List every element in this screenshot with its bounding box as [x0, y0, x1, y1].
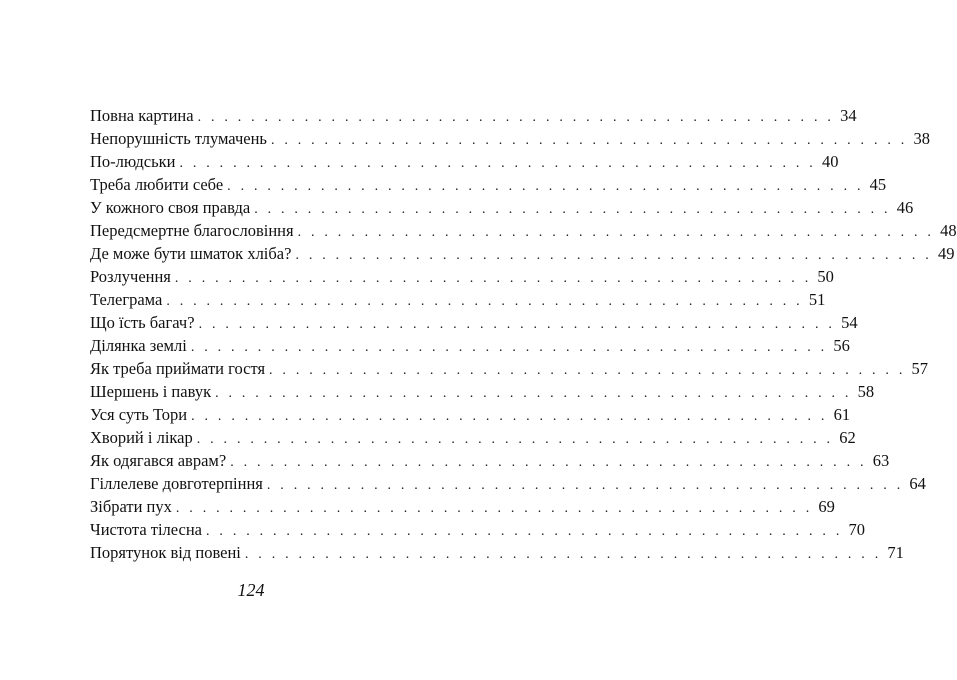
toc-entry	[90, 449, 890, 472]
toc-entry	[90, 541, 904, 564]
toc-entry	[90, 173, 887, 196]
toc-dot-leader: . . . . . . . . . . . . . . . . . . . . . . . . . . . . . . . . . . . . . . . . . . . . . . . .	[297, 225, 935, 240]
toc-entry-page: 61	[833, 405, 851, 424]
toc-dot-leader: . . . . . . . . . . . . . . . . . . . . . . . . . . . . . . . . . . . . . . . . . . . . . . . .	[197, 110, 835, 125]
toc-entry-page: 49	[937, 244, 955, 263]
toc-entry-title: Чистота тілесна	[90, 520, 203, 539]
toc-entry	[90, 311, 858, 334]
toc-dot-leader: . . . . . . . . . . . . . . . . . . . . . . . . . . . . . . . . . . . . . . . . . . . . . . . .	[206, 524, 843, 539]
toc-entry-page: 58	[857, 382, 875, 401]
toc-entry-page: 71	[887, 543, 904, 562]
page-number: 124	[237, 580, 265, 600]
toc-entry-title: Порятунок від повені	[90, 543, 241, 562]
toc-entry-page: 51	[808, 290, 826, 309]
toc-entry-page: 34	[840, 106, 857, 125]
toc-entry	[90, 127, 930, 150]
toc-entry-page: 56	[833, 336, 850, 355]
toc-entry-page: 46	[896, 198, 914, 217]
toc-entry-title: Уся суть Тори	[90, 405, 188, 424]
toc-entry-page: 45	[869, 175, 887, 194]
toc-entry-page: 64	[909, 474, 926, 493]
toc-entry-page: 62	[839, 428, 856, 447]
toc-entry-title: Передсмертне благословіння	[90, 221, 294, 240]
toc-entry-page: 70	[848, 520, 866, 539]
toc-entry-title: Де може бути шматок хліба?	[90, 244, 292, 263]
toc-entry-page: 69	[818, 497, 835, 516]
toc-entry-title: Що їсть багач?	[90, 313, 195, 332]
toc-dot-leader: . . . . . . . . . . . . . . . . . . . . . . . . . . . . . . . . . . . . . . . . . . . . . . . .	[174, 271, 812, 286]
toc-entry-page: 50	[817, 267, 834, 286]
toc-entry-page: 48	[940, 221, 957, 240]
toc-dot-leader: . . . . . . . . . . . . . . . . . . . . . . . . . . . . . . . . . . . . . . . . . . . . . . . .	[175, 501, 813, 516]
toc-entry	[90, 150, 839, 173]
toc-entry-title: Непорушність тлумачень	[90, 129, 267, 148]
toc-entry-page: 54	[841, 313, 858, 332]
toc-entry	[90, 219, 957, 242]
toc-dot-leader: . . . . . . . . . . . . . . . . . . . . . . . . . . . . . . . . . . . . . . . . . . . . . . . .	[179, 156, 816, 171]
toc-dot-leader: . . . . . . . . . . . . . . . . . . . . . . . . . . . . . . . . . . . . . . . . . . . . . . . .	[198, 317, 836, 332]
toc-dot-leader: . . . . . . . . . . . . . . . . . . . . . . . . . . . . . . . . . . . . . . . . . . . . . . . .	[230, 455, 867, 470]
toc-entry-title: Ділянка землі	[90, 336, 187, 355]
toc-entry	[90, 104, 857, 127]
toc-entry-title: Зібрати пух	[90, 497, 172, 516]
toc-entry	[90, 265, 834, 288]
toc-entry-title: Повна картина	[90, 106, 194, 125]
toc-entry-title: Як одягався аврам?	[90, 451, 227, 470]
toc-entry	[90, 403, 851, 426]
toc-dot-leader: . . . . . . . . . . . . . . . . . . . . . . . . . . . . . . . . . . . . . . . . . . . . . . . .	[196, 432, 834, 447]
toc-entry-title: У кожного своя правда	[90, 198, 251, 217]
toc-entry	[90, 357, 929, 380]
toc-entry-title: Хворий і лікар	[90, 428, 193, 447]
toc-entry	[90, 495, 835, 518]
toc-entry	[90, 518, 866, 541]
toc-entry-page: 63	[872, 451, 890, 470]
toc-entry	[90, 380, 875, 403]
toc-dot-leader: . . . . . . . . . . . . . . . . . . . . . . . . . . . . . . . . . . . . . . . . . . . . . . . .	[244, 547, 882, 562]
toc-dot-leader: . . . . . . . . . . . . . . . . . . . . . . . . . . . . . . . . . . . . . . . . . . . . . . . .	[190, 340, 828, 355]
toc-dot-leader: . . . . . . . . . . . . . . . . . . . . . . . . . . . . . . . . . . . . . . . . . . . . . . . .	[270, 133, 908, 148]
toc-entry-title: Гіллелеве довготерпіння	[90, 474, 263, 493]
toc-entry-title: Шершень і павук	[90, 382, 212, 401]
toc-dot-leader: . . . . . . . . . . . . . . . . . . . . . . . . . . . . . . . . . . . . . . . . . . . . . . . .	[295, 248, 932, 263]
toc-entry	[90, 426, 856, 449]
toc-dot-leader: . . . . . . . . . . . . . . . . . . . . . . . . . . . . . . . . . . . . . . . . . . . . . . . .	[191, 409, 828, 424]
toc-entry	[90, 196, 914, 219]
toc-entry-page: 38	[913, 129, 930, 148]
toc-entry-title: Треба любити себе	[90, 175, 224, 194]
toc-entry	[90, 334, 850, 357]
toc-dot-leader: . . . . . . . . . . . . . . . . . . . . . . . . . . . . . . . . . . . . . . . . . . . . . . . .	[266, 478, 904, 493]
toc-entry	[90, 288, 826, 311]
toc-dot-leader: . . . . . . . . . . . . . . . . . . . . . . . . . . . . . . . . . . . . . . . . . . . . . . . .	[269, 363, 906, 378]
toc-entry	[90, 472, 926, 495]
toc-entry-title: Як треба приймати гостя	[90, 359, 266, 378]
toc-dot-leader: . . . . . . . . . . . . . . . . . . . . . . . . . . . . . . . . . . . . . . . . . . . . . . . .	[254, 202, 891, 217]
toc-entry	[90, 242, 955, 265]
toc-dot-leader: . . . . . . . . . . . . . . . . . . . . . . . . . . . . . . . . . . . . . . . . . . . . . . . .	[215, 386, 852, 401]
toc-dot-leader: . . . . . . . . . . . . . . . . . . . . . . . . . . . . . . . . . . . . . . . . . . . . . . . .	[227, 179, 864, 194]
toc-entry-title: По-людськи	[90, 152, 176, 171]
toc-entry-page: 40	[821, 152, 839, 171]
table-of-contents	[90, 104, 957, 564]
toc-entry-page: 57	[911, 359, 929, 378]
toc-entry-title: Розлучення	[90, 267, 171, 286]
toc-entry-title: Телеграма	[90, 290, 163, 309]
toc-dot-leader: . . . . . . . . . . . . . . . . . . . . . . . . . . . . . . . . . . . . . . . . . . . . . . . .	[166, 294, 803, 309]
